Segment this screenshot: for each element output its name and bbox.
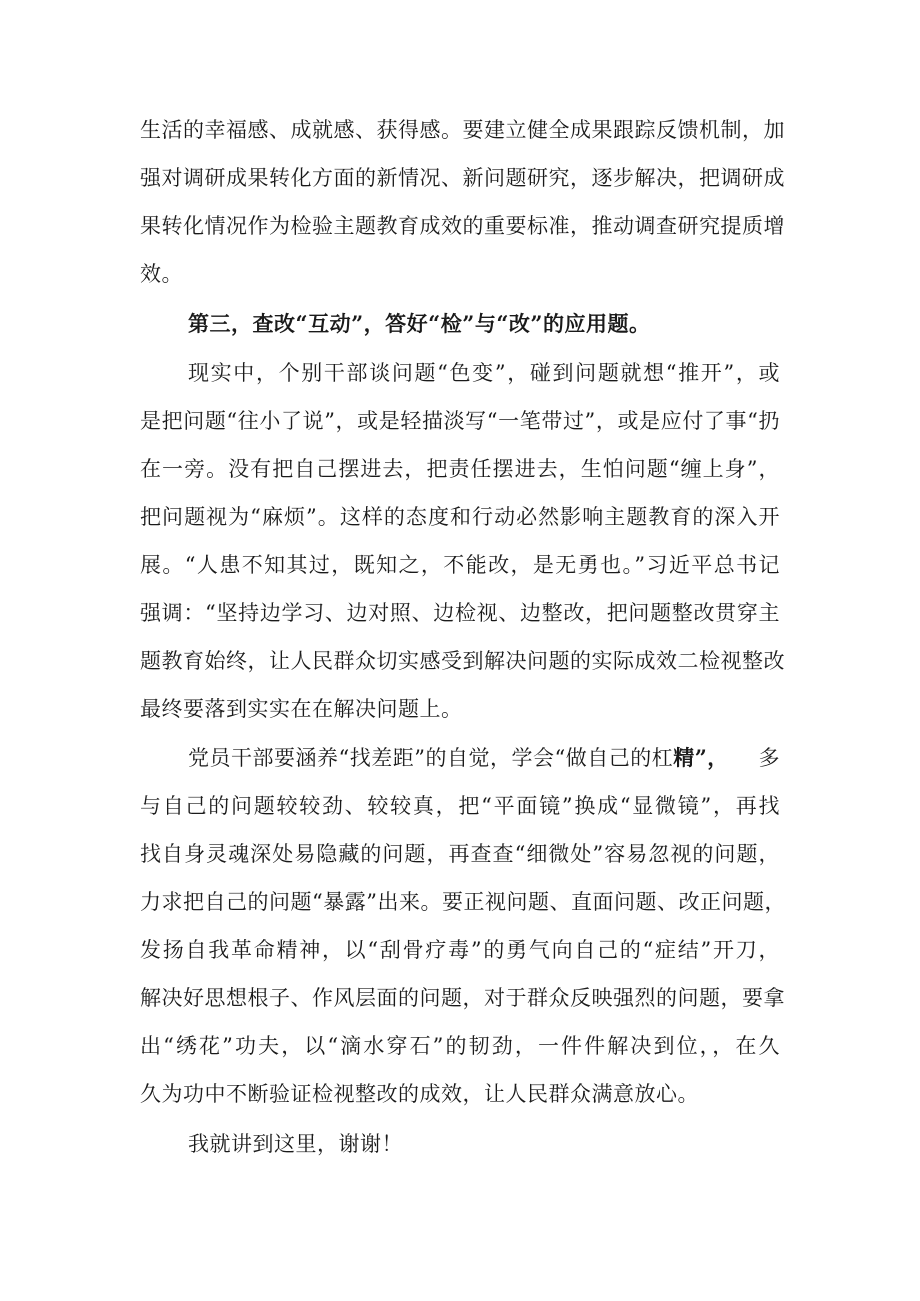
paragraph-line: 解决好思想根子、作风层面的问题，对于群众反映强烈的问题，要拿 bbox=[140, 986, 785, 1010]
paragraph-line: 力求把自己的问题“暴露”出来。要正视问题、直面问题、改正问题， bbox=[140, 890, 786, 914]
paragraph-line: 效。 bbox=[140, 262, 183, 286]
bold-text: 精”， bbox=[673, 745, 729, 770]
paragraph-text-end: 多 bbox=[758, 746, 780, 770]
paragraph-line bbox=[188, 743, 780, 773]
paragraph-line: 现实中，个别干部谈问题“色变”，碰到问题就想“推开”，或 bbox=[188, 361, 780, 385]
paragraph-line: 是把问题“往小了说”，或是轻描淡写“一笔带过”，或是应付了事“扔 bbox=[140, 409, 780, 433]
paragraph-line: 在一旁。没有把自己摆进去，把责任摆进去，生怕问题“缠上身”， bbox=[140, 457, 780, 481]
paragraph-line: 强对调研成果转化方面的新情况、新问题研究，逐步解决，把调研成 bbox=[140, 166, 785, 190]
closing-line: 我就讲到这里，谢谢！ bbox=[188, 1132, 403, 1156]
paragraph-line: 出“绣花”功夫，以“滴水穿石”的韧劲，一件件解决到位，，在久 bbox=[140, 1034, 780, 1058]
paragraph-line: 强调：“坚持边学习、边对照、边检视、边整改，把问题整改贯穿主 bbox=[140, 601, 780, 625]
paragraph-line: 找自身灵魂深处易隐藏的问题，再查查“细微处”容易忽视的问题， bbox=[140, 842, 780, 866]
paragraph-line: 发扬自我革命精神，以“刮骨疗毒”的勇气向自己的“症结”开刀， bbox=[140, 938, 780, 962]
paragraph-line: 把问题视为“麻烦”。这样的态度和行动必然影响主题教育的深入开 bbox=[140, 505, 780, 529]
paragraph-line: 题教育始终，让人民群众切实感受到解决问题的实际成效二检视整改 bbox=[140, 649, 785, 673]
paragraph-line: 久为功中不断验证检视整改的成效，让人民群众满意放心。 bbox=[140, 1082, 699, 1106]
paragraph-text: 党员干部要涵养“找差距”的自觉，学会“做自己的杠 bbox=[188, 746, 674, 770]
paragraph-line: 与自己的问题较较劲、较较真，把“平面镜”换成“显微镜”，再找 bbox=[140, 794, 780, 818]
section-heading: 第三，查改“互动”，答好“检”与“改”的应用题。 bbox=[188, 311, 651, 336]
paragraph-line: 展。“人患不知其过，既知之，不能改，是无勇也。”习近平总书记 bbox=[140, 553, 780, 577]
paragraph-line: 最终要落到实实在在解决问题上。 bbox=[140, 697, 463, 721]
paragraph-line: 生活的幸福感、成就感、获得感。要建立健全成果跟踪反馈机制，加 bbox=[140, 118, 785, 142]
paragraph-line: 果转化情况作为检验主题教育成效的重要标准，推动调查研究提质增 bbox=[140, 214, 785, 238]
